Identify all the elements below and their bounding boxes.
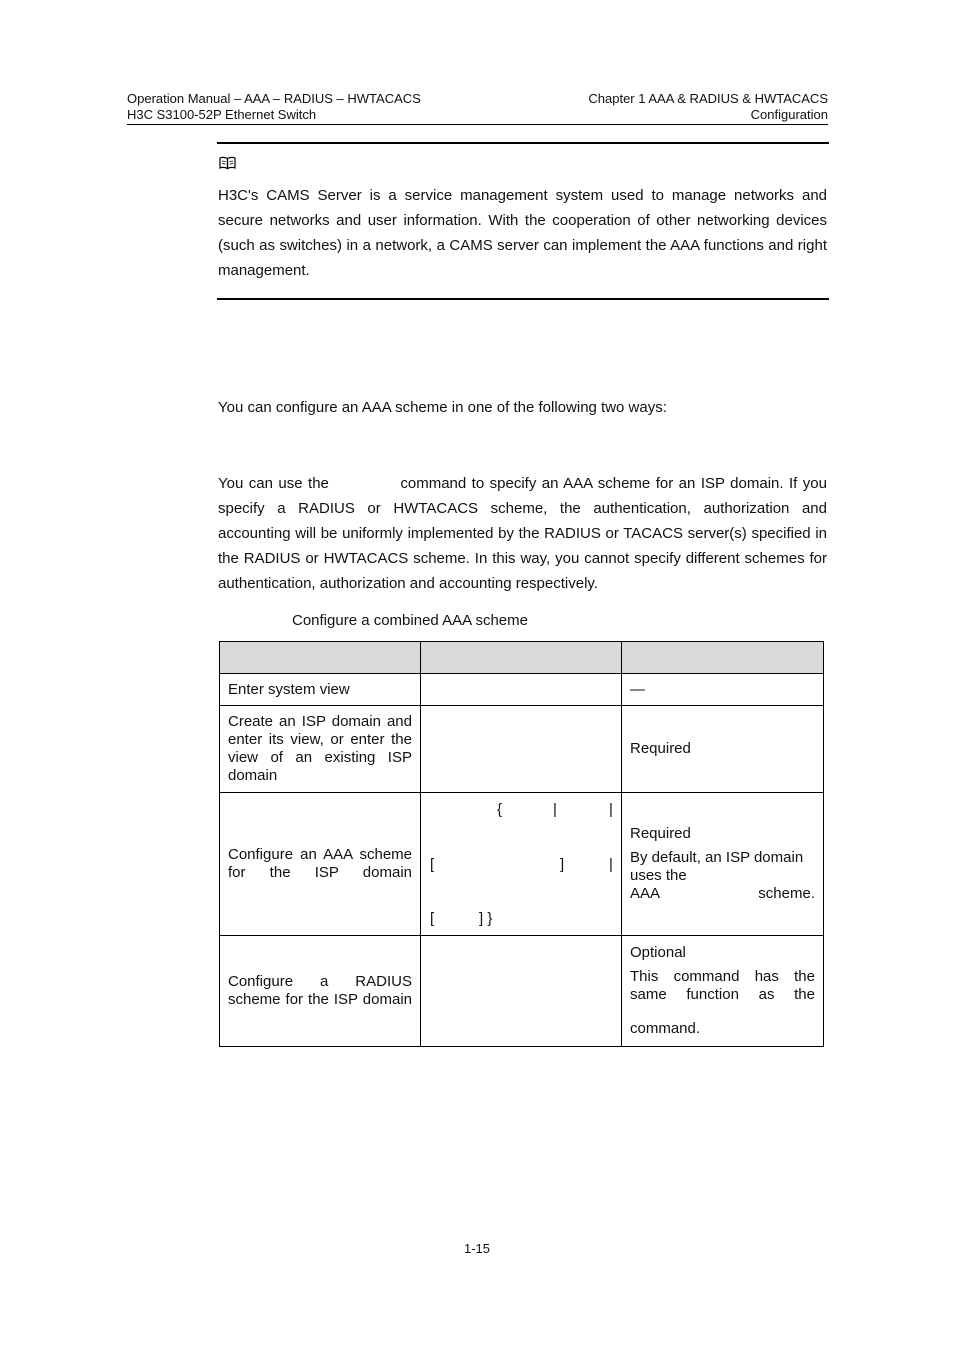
command-bar: | [609,856,613,873]
header-cell-remarks [622,642,824,674]
intro-paragraph: You can configure an AAA scheme in one of the following two ways: [218,399,667,416]
command-bracket: [ [430,910,435,927]
product-name: H3C S3100-52P Ethernet Switch [127,107,317,122]
paragraph-start: You can use the [218,475,335,492]
remarks-cell: Required [622,706,824,793]
running-header-right [520,91,828,123]
operation-cell: Enter system view [220,674,421,706]
table-row [220,674,824,706]
remarks-command: command. [630,1020,701,1037]
command-bar: | [553,801,557,818]
header-rule [127,124,828,125]
header-cell-operation [220,642,421,674]
remarks-cell [622,936,824,1047]
operation-cell: Configure an AAA scheme for the ISP domain [220,793,421,936]
table-row [220,793,824,936]
manual-title: Operation Manual – AAA – RADIUS – HWTACACS [127,91,421,106]
note-bottom-rule [217,298,829,300]
remarks-default-end: AAA scheme. [630,885,815,902]
book-icon [219,156,236,170]
table-row [220,706,824,793]
command-bracket: [ [430,856,435,873]
header-cell-command [421,642,622,674]
operation-cell: Configure a RADIUS scheme for the ISP domain [220,936,421,1047]
operation-cell: Create an ISP domain and enter its view, or enter the view of an existing ISP domain [220,706,421,793]
paragraph-rest: command to specify an AAA scheme for an ISP domain. If you specify a RADIUS or HWTACACS scheme, the authentication, authorization and accounting will be uniformly implemented by the RADIUS or TACACS server(s) specified in the RADIUS or HWTACACS scheme. In this way, you cannot specify different schemes for authentication, authorization and accounting respectively. [218,475,827,592]
chapter-title: Chapter 1 AAA & RADIUS & HWTACACS [588,91,828,106]
remarks-optional: Optional [630,944,686,961]
command-cell [421,793,622,936]
note-top-rule [217,142,829,144]
command-bracket: ] [560,856,565,873]
note-text: H3C's CAMS Server is a service management system used to manage networks and secure networks and user information. With the cooperation of other networking devices (such as switches) in a network, a CAMS server can implement the AAA functions and right management. [218,187,827,279]
table-header-row [220,642,824,674]
running-header-left [127,91,487,123]
config-table [219,641,824,1047]
remarks-default-line: By default, an ISP domain uses the [630,849,804,884]
combined-scheme-paragraph [218,471,827,596]
command-bar: | [609,801,613,818]
page-number: 1-15 [463,1241,491,1256]
section-title: Configuration [750,107,828,122]
table-row [220,936,824,1047]
command-bracket: ] } [479,910,493,927]
remarks-cell: — [622,674,824,706]
command-cell [421,706,622,793]
table-caption: Configure a combined AAA scheme [292,612,528,629]
remarks-cell [622,793,824,936]
command-brace: { [497,801,503,818]
remarks-required: Required [630,825,691,842]
command-cell [421,936,622,1047]
remarks-same-function: This command has the same function as the [630,968,815,1003]
command-cell [421,674,622,706]
